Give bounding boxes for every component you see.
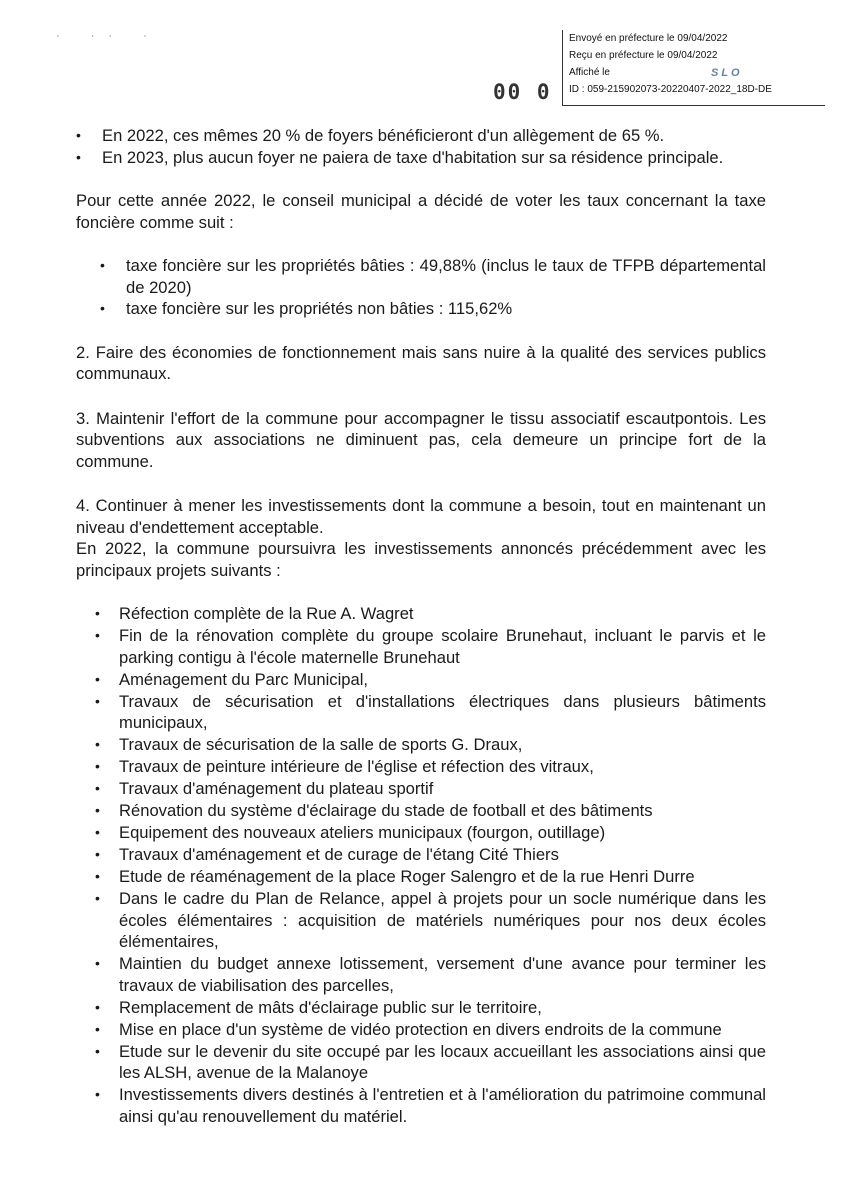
list-item-text: Etude de réaménagement de la place Roger Salengro et de la rue Henri Durre bbox=[119, 867, 695, 886]
list-item-text: Equipement des nouveaux ateliers municipaux (fourgon, outillage) bbox=[119, 823, 606, 842]
list-item bbox=[76, 756, 766, 778]
tax-paragraph: Pour cette année 2022, le conseil municipal a décidé de voter les taux concernant la taxe foncière comme suit : bbox=[76, 191, 766, 232]
bullet-icon: • bbox=[95, 890, 100, 906]
list-item-text: Aménagement du Parc Municipal, bbox=[119, 669, 369, 689]
page-number: 00 0 bbox=[493, 80, 552, 104]
list-item-text: Remplacement de mâts d'éclairage public sur le territoire, bbox=[119, 997, 542, 1017]
list-item-text: Maintien du budget annexe lotissement, versement d'une avance pour terminer les travaux de viabilisation des parcelles, bbox=[119, 954, 766, 995]
bullet-icon: • bbox=[95, 736, 100, 752]
bullet-icon: • bbox=[95, 758, 100, 774]
list-item-text: taxe foncière sur les propriétés non bâties : 115,62% bbox=[126, 299, 513, 318]
list-item-text: Fin de la rénovation complète du groupe scolaire Brunehaut, incluant le parvis et le parking contigu à l'école maternelle Brunehaut bbox=[119, 626, 766, 667]
list-item bbox=[50, 147, 766, 169]
list-item bbox=[76, 822, 766, 844]
bullet-icon: • bbox=[95, 1086, 100, 1102]
list-item bbox=[76, 298, 766, 320]
bullet-icon: • bbox=[95, 802, 100, 818]
list-item-text: Travaux de peinture intérieure de l'église et réfection des vitraux, bbox=[119, 757, 594, 776]
bullet-icon: • bbox=[95, 868, 100, 884]
list-item-text: Réfection complète de la Rue A. Wagret bbox=[119, 604, 414, 623]
projects-list bbox=[76, 603, 766, 1127]
list-item-text: En 2022, ces mêmes 20 % de foyers bénéficieront d'un allègement de 65 %. bbox=[102, 126, 665, 145]
list-item-text: Mise en place d'un système de vidéo protection en divers endroits de la commune bbox=[119, 1019, 722, 1039]
list-item bbox=[76, 997, 766, 1019]
point-4-paragraph: 4. Continuer à mener les investissements dont la commune a besoin, tout en maintenant un niveau d'endettement acceptable. bbox=[76, 496, 766, 537]
intro-bullet-list bbox=[76, 125, 766, 168]
bullet-icon: • bbox=[100, 257, 105, 273]
document-body bbox=[76, 125, 766, 1127]
list-item bbox=[76, 669, 766, 691]
bullet-icon: • bbox=[100, 300, 105, 316]
list-item bbox=[76, 734, 766, 756]
list-item bbox=[76, 255, 766, 298]
list-item-text: Dans le cadre du Plan de Relance, appel à projets pour un socle numérique dans les écoles élémentaires : acquisition de matériels numériques pour nos deux écoles élémentaires, bbox=[119, 889, 766, 951]
bullet-icon: • bbox=[95, 1020, 100, 1037]
bullet-icon: • bbox=[95, 670, 100, 687]
list-item-text: Investissements divers destinés à l'entretien et à l'amélioration du patrimoine communal ainsi qu'au renouvellement du matériel. bbox=[119, 1085, 766, 1126]
stamp-received-line: Reçu en préfecture le 09/04/2022 bbox=[569, 50, 718, 61]
bullet-icon: • bbox=[95, 998, 100, 1015]
list-item bbox=[76, 1019, 766, 1041]
list-item-text: taxe foncière sur les propriétés bâties : 49,88% (inclus le taux de TFPB départemental de 2020) bbox=[126, 256, 766, 297]
list-item-text: Travaux d'aménagement et de curage de l'étang Cité Thiers bbox=[119, 845, 559, 864]
list-item-text: En 2023, plus aucun foyer ne paiera de taxe d'habitation sur sa résidence principale. bbox=[102, 147, 724, 167]
point-2-paragraph: 2. Faire des économies de fonctionnement mais sans nuire à la qualité des services publics communaux. bbox=[76, 342, 766, 383]
list-item bbox=[76, 691, 766, 734]
scan-marks: · ·· · bbox=[56, 30, 161, 42]
list-item bbox=[76, 603, 766, 625]
tax-bullet-list bbox=[76, 255, 766, 320]
list-item bbox=[76, 625, 766, 668]
stamp-posted-label: Affiché le bbox=[569, 67, 610, 78]
list-item-text: Travaux de sécurisation de la salle de sports G. Draux, bbox=[119, 735, 523, 754]
list-item bbox=[76, 844, 766, 866]
list-item bbox=[76, 888, 766, 953]
stamp-sent-line: Envoyé en préfecture le 09/04/2022 bbox=[569, 33, 728, 44]
list-item-text: Etude sur le devenir du site occupé par les locaux accueillant les associations ainsi que les ALSH, avenue de la Malanoye bbox=[119, 1041, 766, 1082]
list-item bbox=[76, 1041, 766, 1084]
bullet-icon: • bbox=[95, 692, 100, 709]
bullet-icon: • bbox=[76, 148, 81, 165]
list-item bbox=[76, 800, 766, 822]
list-item-text: Travaux d'aménagement du plateau sportif bbox=[119, 779, 434, 798]
stamp-logo: SLO bbox=[711, 67, 743, 79]
bullet-icon: • bbox=[95, 627, 100, 643]
list-item bbox=[76, 778, 766, 800]
bullet-icon: • bbox=[95, 1042, 100, 1059]
list-item-text: Rénovation du système d'éclairage du stade de football et des bâtiments bbox=[119, 801, 653, 820]
stamp-id-line: ID : 059-215902073-20220407-2022_18D-DE bbox=[569, 84, 772, 95]
bullet-icon: • bbox=[95, 846, 100, 862]
point-4-projects-intro: En 2022, la commune poursuivra les investissements annoncés précédemment avec les principaux projets suivants : bbox=[76, 539, 766, 580]
bullet-icon: • bbox=[95, 605, 100, 621]
list-item bbox=[50, 125, 766, 147]
list-item bbox=[76, 866, 766, 888]
bullet-icon: • bbox=[95, 955, 100, 971]
list-item bbox=[76, 953, 766, 996]
list-item-text: Travaux de sécurisation et d'installations électriques dans plusieurs bâtiments municipaux, bbox=[119, 691, 766, 732]
point-3-paragraph: 3. Maintenir l'effort de la commune pour accompagner le tissu associatif escautpontois. Les subventions aux associations ne diminuent pas, cela demeure un principe fort de la commune. bbox=[76, 408, 766, 471]
list-item bbox=[76, 1084, 766, 1127]
stamp-posted-line bbox=[569, 64, 825, 81]
bullet-icon: • bbox=[95, 780, 100, 796]
bullet-icon: • bbox=[95, 824, 100, 840]
bullet-icon: • bbox=[76, 127, 81, 143]
prefecture-stamp bbox=[562, 30, 825, 106]
